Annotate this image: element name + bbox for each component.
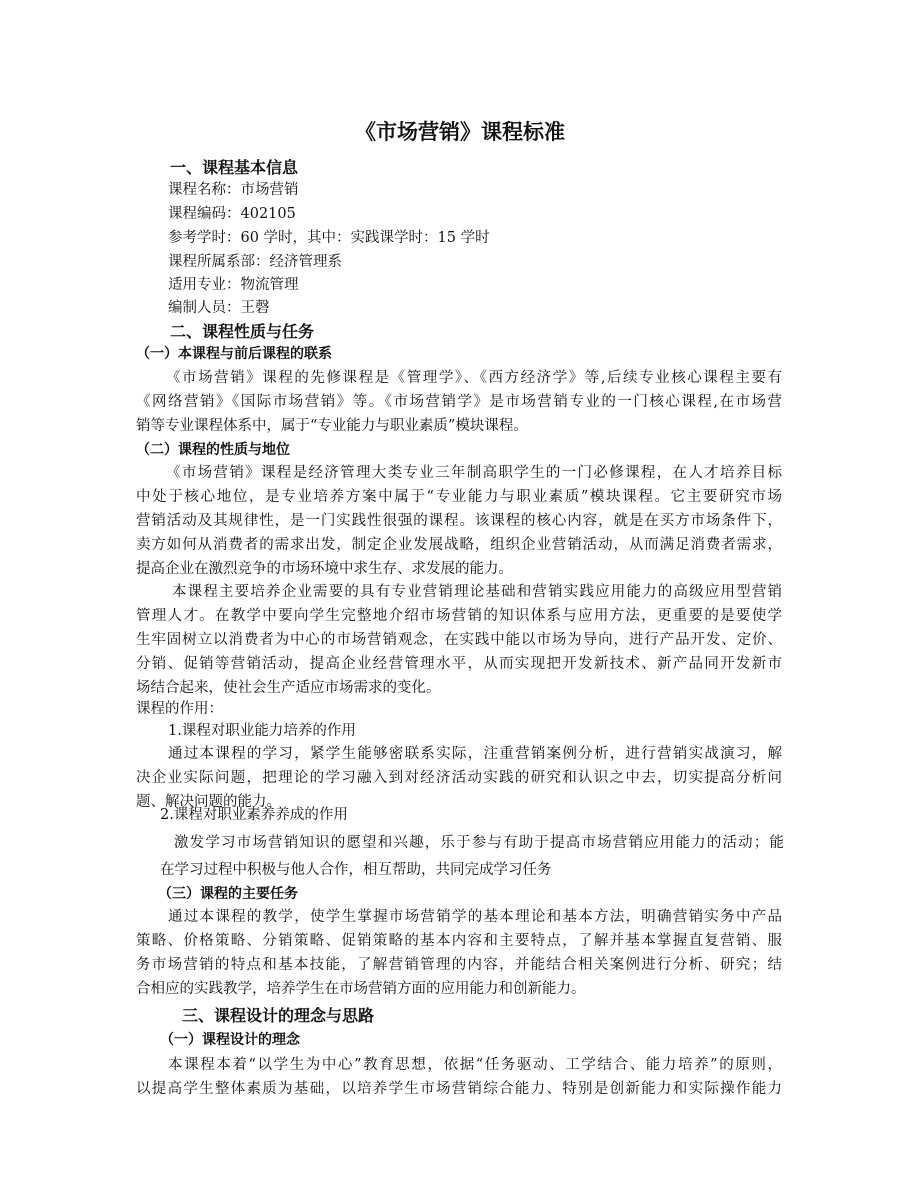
paragraph-design-line: 本课程本着“以学生为中心”教育思想，依据“任务驱动、工学结合、能力培养”的原则， [168, 1057, 782, 1073]
section-2-1-heading: （一）本课程与前后课程的联系 [136, 346, 332, 362]
paragraph-role2-line: 激发学习市场营销知识的愿望和兴趣，乐于参与有助于提高市场营销应用能力的活动；能 [174, 835, 784, 851]
paragraph-role1-line: 决企业实际问题，把理论的学习融入到对经济活动实践的研究和认识之中去，切实提高分析问 [136, 770, 782, 786]
paragraph-nature-line: 卖方如何从消费者的需求出发，制定企业发展战略，组织企业营销活动，从而满足消费者需求， [136, 537, 782, 553]
paragraph-nature-line: 《市场营销》课程是经济管理大类专业三年制高职学生的一门必修课程，在人才培养目标 [166, 465, 782, 481]
paragraph-role2-line: 在学习过程中积极与他人合作，相互帮助，共同完成学习任务 [160, 862, 552, 878]
info-department: 课程所属系部：经济管理系 [168, 254, 342, 270]
paragraph-goal-line: 分销、促销等营销活动，提高企业经营管理水平，从而实现把开发新技术、新产品同开发新市 [136, 656, 782, 672]
paragraph-nature-line: 提高企业在激烈竞争的市场环境中求生存、求发展的能力。 [136, 561, 513, 577]
info-major: 适用专业：物流管理 [168, 277, 299, 293]
info-course-code: 课程编码：402105 [168, 206, 296, 222]
paragraph-relation-line: 《网络营销》《国际市场营销》等。《市场营销学》是市场营销专业的一门核心课程,在市场营 [136, 394, 782, 410]
info-hours: 参考学时：60 学时，其中：实践课学时：15 学时 [168, 230, 490, 246]
section-2-3-heading: （三）课程的主要任务 [158, 886, 298, 902]
paragraph-nature-line: 中处于核心地位，是专业培养方案中属于“专业能力与职业素质”模块课程。它主要研究市场 [136, 489, 782, 505]
paragraph-goal-line: 本课程主要培养企业需要的具有专业营销理论基础和营销实践应用能力的高级应用型营销 [172, 584, 782, 600]
section-3-heading: 三、课程设计的理念与思路 [182, 1006, 375, 1025]
paragraph-task-line: 合相应的实践教学，培养学生在市场营销方面的应用能力和创新能力。 [136, 981, 586, 997]
section-2-2-heading: （二）课程的性质与地位 [136, 442, 290, 458]
paragraph-role1-line: 题、解决问题的能力。 [136, 794, 281, 810]
paragraph-design-line: 以提高学生整体素质为基础，以培养学生市场营销综合能力、特别是创新能力和实际操作能力 [136, 1081, 782, 1097]
section-2-heading: 二、课程性质与任务 [170, 322, 315, 341]
paragraph-role1-line: 通过本课程的学习，紧学生能够密联系实际，注重营销案例分析，进行营销实战演习，解 [168, 746, 782, 762]
paragraph-goal-line: 场结合起来，使社会生产适应市场需求的变化。 [136, 680, 441, 696]
info-course-name: 课程名称：市场营销 [168, 182, 299, 198]
section-1-heading: 一、课程基本信息 [170, 158, 299, 177]
paragraph-nature-line: 营销活动及其规律性，是一门实践性很强的课程。该课程的核心内容，就是在买方市场条件下， [136, 513, 782, 529]
role-label: 课程的作用： [136, 701, 223, 717]
paragraph-relation-line: 销等专业课程体系中，属于“专业能力与职业素质”模块课程。 [136, 418, 528, 434]
role-1-heading: 1.课程对职业能力培养的作用 [168, 723, 356, 739]
paragraph-goal-line: 生牢固树立以消费者为中心的市场营销观念，在实践中能以市场为导向，进行产品开发、定价、 [136, 632, 782, 648]
paragraph-task-line: 务市场营销的特点和基本技能，了解营销管理的内容，并能结合相关案例进行分析、研究；结 [136, 957, 782, 973]
paragraph-goal-line: 管理人才。在教学中要向学生完整地介绍市场营销的知识体系与应用方法，更重要的是要使学 [136, 608, 782, 624]
info-author: 编制人员：王磬 [168, 300, 270, 316]
section-3-1-heading: （一）课程设计的理念 [160, 1032, 300, 1048]
paragraph-task-line: 策略、价格策略、分销策略、促销策略的基本内容和主要特点，了解并基本掌握直复营销、服 [136, 933, 782, 949]
paragraph-relation-line: 《市场营销》课程的先修课程是《管理学》、《西方经济学》等,后续专业核心课程主要有 [166, 370, 782, 386]
document-title: 《市场营销》课程标准 [355, 120, 565, 144]
role-2-heading: 2.课程对职业素养养成的作用 [160, 807, 348, 823]
paragraph-task-line: 通过本课程的教学，使学生掌握市场营销学的基本理论和基本方法，明确营销实务中产品 [168, 909, 782, 925]
